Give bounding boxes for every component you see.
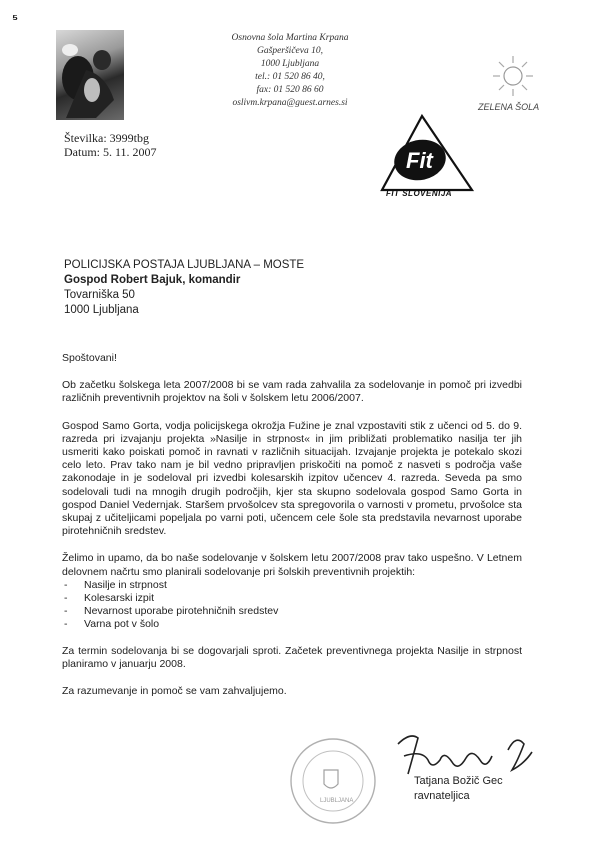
school-fax: fax: 01 520 86 60 (256, 85, 324, 95)
letter-paragraph-2: Gospod Samo Gorta, vodja policijskega okrožja Fužine je znal vzpostaviti stik z učenci od 5. do 9. razreda pri izvajanju projekta »Nasilje in strpnost« in jim približati problematiko nasilja ter jih usmeriti kako poiskati pomoč in ravnati v različnih situacijah. Izvajanje projekta je potekalo skozi celo leto. Prav tako nam je bil vedno pripravljen priskočiti na pomoč z nasveti s področja vaše zakonodaje in je sodeloval pri izvedbi kolesarskih izpitov učencev 4. razreda. Seveda pa smo sodelovali tudi na mnogih drugih področjih, kjer sta skupno sodelovala gospod Samo Gorta in gospod Daniel Vedernjak. Staršem prvošolcev sta spregovorila o varnosti v prometu, prvošolce sta skupaj z učiteljicami popeljala po varni poti, učencem cele šole sta predstavila nevarnost uporabe pirotehničnih sredstev. (62, 419, 522, 538)
signer-title: ravnateljica (414, 790, 470, 802)
school-email: oslivm.krpana@guest.arnes.si (232, 98, 348, 108)
green-school-sun-icon (478, 52, 548, 104)
school-street: Gašperšičeva 10, (257, 46, 323, 56)
recipient-city: 1000 Ljubljana (64, 304, 139, 316)
svg-text:Fit: Fit (406, 148, 433, 173)
letter-paragraph-3: Želimo in upamo, da bo naše sodelovanje v šolskem letu 2007/2008 prav tako uspešno. V Letnem delovnem načrtu smo planirali sodelovanje pri šolskih preventivnih projektih: (62, 552, 522, 578)
letter-body (62, 352, 522, 712)
school-city: 1000 Ljubljana (260, 59, 320, 69)
list-item: - Kolesarski izpit (84, 592, 522, 605)
fit-logo-caption: FIT SLOVENIJA (386, 189, 453, 198)
school-logo-photo (56, 30, 124, 120)
letter-paragraph-1: Ob začetku šolskega leta 2007/2008 bi se vam rada zahvalila za sodelovanje in pomoč pri izvedbi različnih preventivnih projektov na šoli v šolskem letu 2006/2007. (62, 379, 522, 405)
recipient-person: Gospod Robert Bajuk, komandir (64, 274, 241, 286)
reference-date: Datum: 5. 11. 2007 (64, 145, 157, 159)
green-school-label: ZELENA ŠOLA (478, 102, 540, 112)
signer-block (414, 774, 503, 804)
page-mark: ⁵ (12, 11, 19, 26)
list-item: - Nasilje in strpnost (84, 579, 522, 592)
school-stamp-icon (288, 736, 378, 826)
recipient-organization: POLICIJSKA POSTAJA LJUBLJANA – MOSTE (64, 259, 305, 271)
list-item: - Nevarnost uporabe pirotehničnih sredstev (84, 605, 522, 618)
letter-paragraph-4: Za termin sodelovanja bi se dogovarjali sproti. Začetek preventivnega projekta Nasilje in strpnost planiramo v januarju 2008. (62, 644, 522, 671)
school-phone: tel.: 01 520 86 40, (255, 72, 325, 82)
reference-number: Številka: 3999tbg (64, 131, 149, 145)
project-list (62, 579, 522, 631)
recipient-address (64, 258, 304, 318)
letter-greeting: Spoštovani! (62, 352, 117, 364)
recipient-street: Tovarniška 50 (64, 289, 135, 301)
signer-name: Tatjana Božič Gec (414, 775, 503, 787)
school-name: Osnovna šola Martina Krpana (231, 33, 349, 43)
svg-text:LJUBLJANA: LJUBLJANA (320, 798, 354, 804)
list-item: - Varna pot v šolo (84, 618, 522, 631)
photo-figures-icon (56, 30, 124, 120)
letter-paragraph-5: Za razumevanje in pomoč se vam zahvaljujemo. (62, 685, 287, 698)
school-header (180, 32, 400, 110)
reference-block (64, 131, 157, 159)
